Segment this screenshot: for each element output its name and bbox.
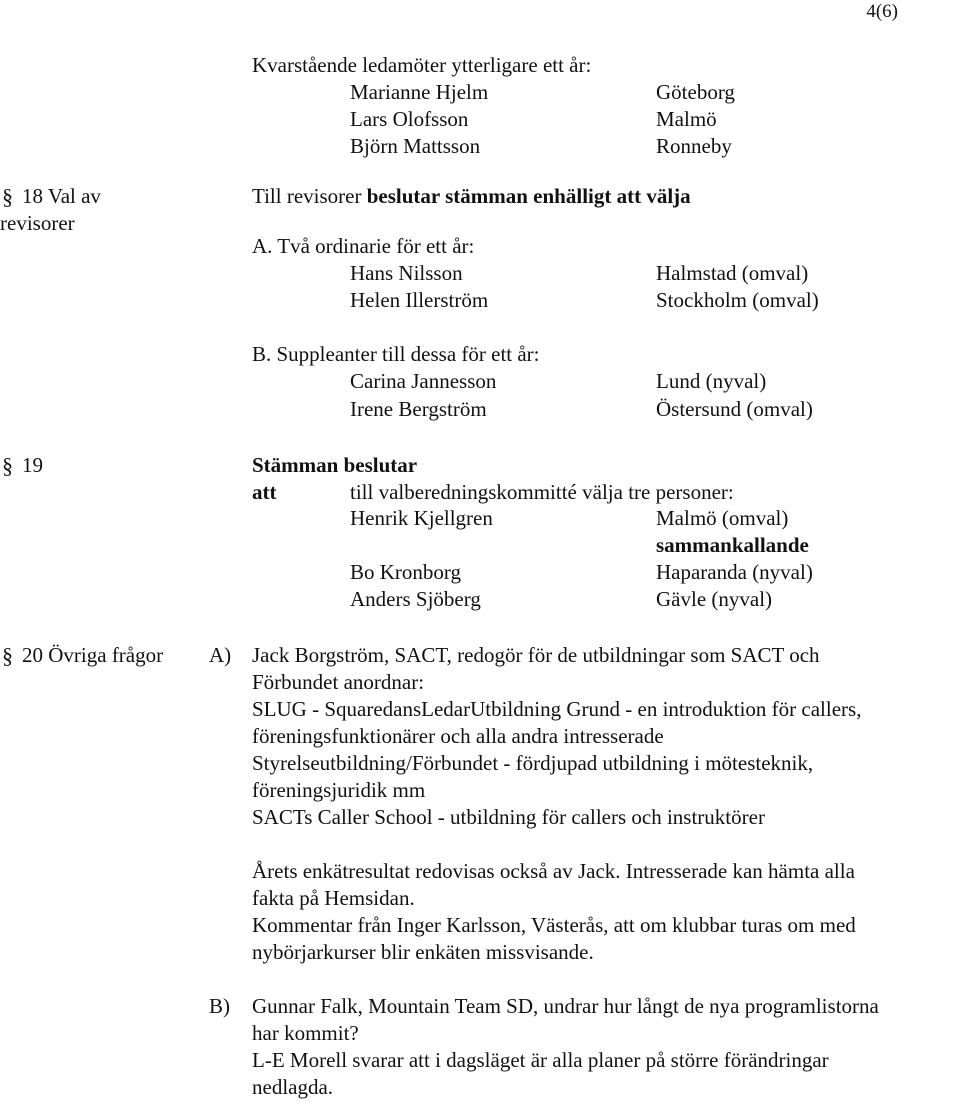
auditors-b-heading: B. Suppleanter till dessa för ett år: xyxy=(252,342,540,366)
intro-decision: beslutar stämman enhälligt att välja xyxy=(366,184,691,208)
item-a-line: SACTs Caller School - utbildning för callers och instruktörer xyxy=(252,805,765,829)
deputy-name: Irene Bergström xyxy=(350,397,487,421)
section-19-number: 19 xyxy=(22,453,43,477)
item-b-line: Gunnar Falk, Mountain Team SD, undrar hur långt de nya programlistorna xyxy=(252,994,879,1018)
committee-name: Henrik Kjellgren xyxy=(350,506,493,530)
auditor-city: Stockholm (omval) xyxy=(656,288,819,312)
page-number: 4(6) xyxy=(866,1,898,22)
section-sign: § xyxy=(2,453,13,478)
member-city: Malmö xyxy=(656,107,717,131)
section-19-heading: Stämman beslutar xyxy=(252,453,418,477)
att-text: till valberedningskommitté välja tre personer: xyxy=(350,480,734,504)
item-b-line: L-E Morell svarar att i dagsläget är alla planer på större förändringar xyxy=(252,1048,829,1072)
member-name: Lars Olofsson xyxy=(350,107,469,131)
section-18-intro xyxy=(252,183,691,210)
auditor-name: Hans Nilsson xyxy=(350,261,463,285)
intro-prefix: Till revisorer xyxy=(252,184,367,208)
item-a-line: Förbundet anordnar: xyxy=(252,670,425,694)
att-label: att xyxy=(252,480,277,504)
auditors-a-heading: A. Två ordinarie för ett år: xyxy=(252,234,475,258)
item-a-extra-line: Kommentar från Inger Karlsson, Västerås, att om klubbar turas om med xyxy=(252,913,856,937)
committee-city: Haparanda (nyval) xyxy=(656,560,813,584)
item-a-extra-line: Årets enkätresultat redovisas också av Jack. Intresserade kan hämta alla xyxy=(252,859,855,883)
committee-city: Gävle (nyval) xyxy=(656,587,773,611)
member-city: Göteborg xyxy=(656,80,735,104)
section-sign: § xyxy=(2,643,13,668)
item-a-line: Styrelseutbildning/Förbundet - fördjupad utbildning i mötesteknik, xyxy=(252,751,814,775)
item-a-extra-line: nybörjarkurser blir enkäten missvisande. xyxy=(252,940,594,964)
section-18-label-cont: revisorer xyxy=(0,211,75,235)
section-sign: § xyxy=(2,184,13,209)
convener-label: sammankallande xyxy=(656,533,809,557)
member-name: Björn Mattsson xyxy=(350,134,481,158)
item-a-extra-line: fakta på Hemsidan. xyxy=(252,886,415,910)
committee-name: Anders Sjöberg xyxy=(350,587,481,611)
committee-city: Malmö (omval) xyxy=(656,506,789,530)
deputy-city: Lund (nyval) xyxy=(656,369,767,393)
section-20-label: 20 Övriga frågor xyxy=(22,643,164,667)
item-a-line: SLUG - SquaredansLedarUtbildning Grund - en introduktion för callers, xyxy=(252,697,862,721)
item-b-line: har kommit? xyxy=(252,1021,359,1045)
deputy-city: Östersund (omval) xyxy=(656,397,813,421)
item-a-line: Jack Borgström, SACT, redogör för de utbildningar som SACT och xyxy=(252,643,820,667)
item-b-label: B) xyxy=(209,994,230,1018)
item-a-line: föreningsjuridik mm xyxy=(252,778,426,802)
auditor-city: Halmstad (omval) xyxy=(656,261,809,285)
item-a-line: föreningsfunktionärer och alla andra intresserade xyxy=(252,724,664,748)
member-name: Marianne Hjelm xyxy=(350,80,489,104)
auditor-name: Helen Illerström xyxy=(350,288,489,312)
remaining-members-heading: Kvarstående ledamöter ytterligare ett år: xyxy=(252,53,592,77)
committee-name: Bo Kronborg xyxy=(350,560,462,584)
member-city: Ronneby xyxy=(656,134,732,158)
deputy-name: Carina Jannesson xyxy=(350,369,497,393)
section-18-label: 18 Val av xyxy=(22,184,101,208)
item-a-label: A) xyxy=(209,643,232,667)
item-b-line: nedlagda. xyxy=(252,1075,334,1099)
